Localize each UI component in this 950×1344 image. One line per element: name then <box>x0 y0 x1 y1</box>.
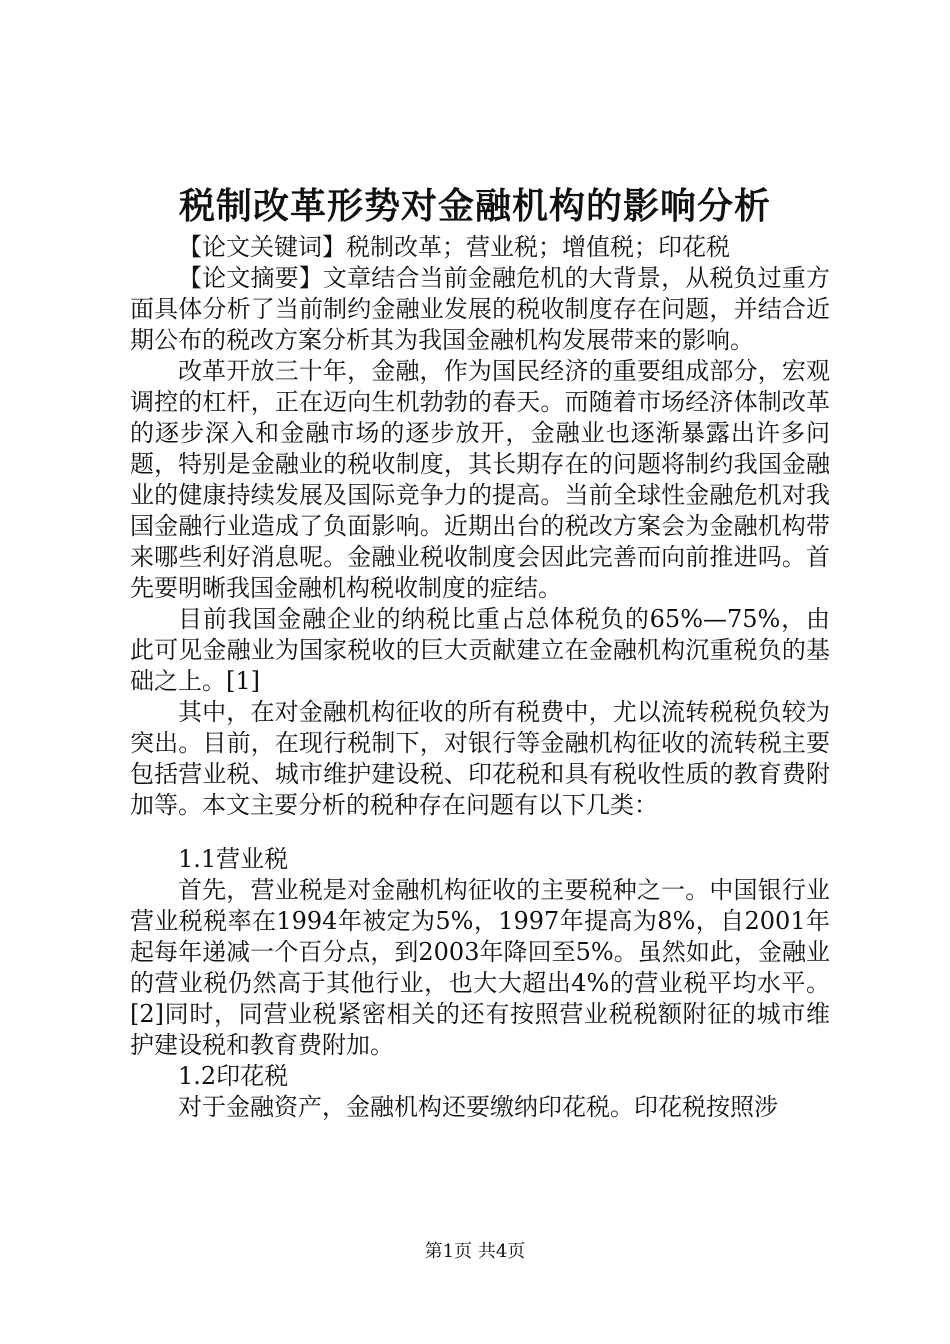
abstract-paragraph: 【论文摘要】文章结合当前金融危机的大背景，从税负过重方面具体分析了当前制约金融业发展的税收制度存在问题，并结合近期公布的税改方案分析其为我国金融机构发展带来的影响。 <box>130 264 830 354</box>
keywords-paragraph: 【论文关键词】税制改革；营业税；增值税；印花税 <box>178 233 730 261</box>
section-paragraph: 对于金融资产，金融机构还要缴纳印花税。印花税按照涉 <box>178 1093 778 1121</box>
body-paragraph: 目前我国金融企业的纳税比重占总体税负的65%—75%，由此可见金融业为国家税收的巨大贡献建立在金融机构沉重税负的基础之上。[1] <box>130 605 830 695</box>
document-body <box>130 232 830 1123</box>
body-paragraph: 其中，在对金融机构征收的所有税费中，尤以流转税税负较为突出。目前，在现行税制下，对银行等金融机构征收的流转税主要包括营业税、城市维护建设税、印花税和具有税收性质的教育费附加等。本文主要分析的税种存在问题有以下几类： <box>130 698 830 819</box>
body-paragraph: 改革开放三十年，金融，作为国民经济的重要组成部分，宏观调控的杠杆，正在迈向生机勃勃的春天。而随着市场经济体制改革的逐步深入和金融市场的逐步放开，金融业也逐渐暴露出许多问题，特别是金融业的税收制度，其长期存在的问题将制约我国金融业的健康持续发展及国际竞争力的提高。当前全球性金融危机对我国金融行业造成了负面影响。近期出台的税改方案会为金融机构带来哪些利好消息呢。金融业税收制度会因此完善而向前推进吗。首先要明晰我国金融机构税收制度的症结。 <box>130 357 830 602</box>
page-footer: 第1页 共4页 <box>424 1241 526 1262</box>
section-paragraph: 首先，营业税是对金融机构征收的主要税种之一。中国银行业营业税税率在1994年被定为5%，1997年提高为8%，自2001年起每年递减一个百分点，到2003年降回至5%。虽然如此，金融业的营业税仍然高于其他行业，也大大超出4%的营业税平均水平。[2]同时，同营业税紧密相关的还有按照营业税税额附征的城市维护建设税和教育费附加。 <box>130 876 830 1059</box>
document-title: 税制改革形势对金融机构的影响分析 <box>178 185 771 227</box>
paragraph-gap <box>130 821 830 844</box>
section-heading: 1.2印花税 <box>178 1062 289 1090</box>
section-heading: 1.1营业税 <box>178 845 289 873</box>
